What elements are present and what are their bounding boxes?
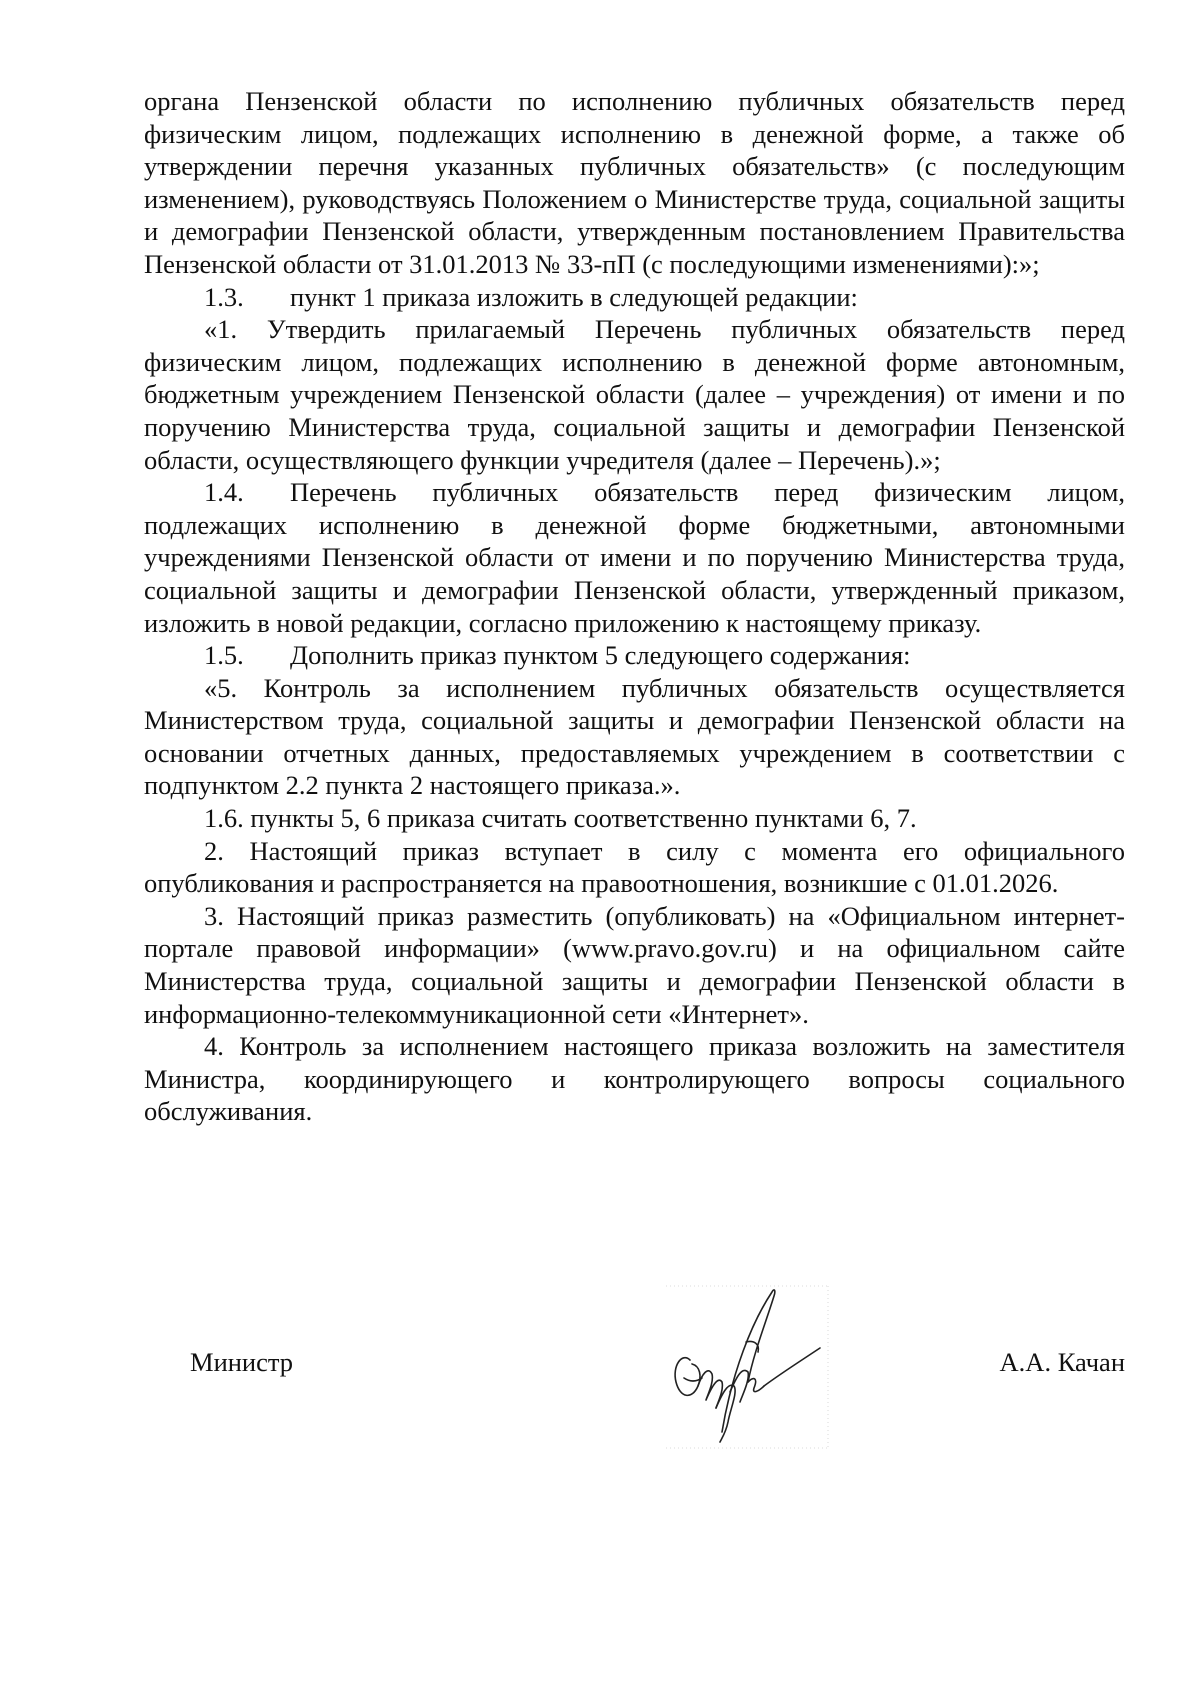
paragraph-quote-item-5: «5. Контроль за исполнением публичных обязательств осуществляется Министерством труда, социальной защиты и демографии Пензенской области на основании отчетных данных, предоставляемых учреждением в соответствии с подпунктом 2.2 пункта 2 настоящего приказа.». bbox=[144, 672, 1125, 801]
signatory-title: Министр bbox=[190, 1347, 294, 1377]
paragraph-1-3-text: пункт 1 приказа изложить в следующей редакции: bbox=[290, 281, 858, 312]
item-number-1-4: 1.4. bbox=[204, 477, 244, 508]
paragraph-3: 3. Настоящий приказ разместить (опубликовать) на «Официальном интернет-портале правовой информации» (www.pravo.gov.ru) и на официальном сайте Министерства труда, социальной защиты и демографии Пензенской области в информационно-телекоммуникационной сети «Интернет». bbox=[144, 900, 1125, 1029]
item-number-1-5: 1.5. bbox=[204, 640, 244, 671]
paragraph-2: 2. Настоящий приказ вступает в силу с момента его официального опубликования и распространяется на правоотношения, возникшие с 01.01.2026. bbox=[144, 835, 1125, 899]
signatory-name: А.А. Качан bbox=[999, 1347, 1125, 1377]
paragraph-preamble-continuation: органа Пензенской области по исполнению публичных обязательств перед физическим лицом, подлежащих исполнению в денежной форме, а также об утверждении перечня указанных публичных обязательств» (с последующим изменением), руководствуясь Положением о Министерстве труда, социальной защиты и демографии Пензенской области, утвержденным постановлением Правительства Пензенской области от 31.01.2013 № 33-пП (с последующими изменениями):»; bbox=[144, 86, 1125, 279]
paragraph-1-4 bbox=[144, 476, 1125, 639]
paragraph-1-5 bbox=[144, 639, 1125, 672]
document-body bbox=[144, 85, 1125, 1128]
paragraph-1-4-text: Перечень публичных обязательств перед физическим лицом, подлежащих исполнению в денежной форме бюджетными, автономными учреждениями Пензенской области от имени и по поручению Министерства труда, социальной защиты и демографии Пензенской области, утвержденный приказом, изложить в новой редакции, согласно приложению к настоящему приказу. bbox=[144, 477, 1125, 638]
handwritten-signature bbox=[662, 1282, 832, 1452]
paragraph-1-6: 1.6. пункты 5, 6 приказа считать соответственно пунктами 6, 7. bbox=[204, 803, 917, 834]
paragraph-quote-item-1: «1. Утвердить прилагаемый Перечень публичных обязательств перед физическим лицом, подлежащих исполнению в денежной форме автономным, бюджетным учреждением Пензенской области (далее – учреждения) от имени и по поручению Министерства труда, социальной защиты и демографии Пензенской области, осуществляющего функции учредителя (далее – Перечень).»; bbox=[144, 314, 1125, 475]
item-number-1-3: 1.3. bbox=[204, 281, 244, 312]
paragraph-1-3 bbox=[144, 281, 1125, 314]
signature-block bbox=[144, 1282, 1125, 1442]
paragraph-4: 4. Контроль за исполнением настоящего приказа возложить на заместителя Министра, координирующего и контролирующего вопросы социального обслуживания. bbox=[144, 1031, 1125, 1127]
paragraph-1-5-text: Дополнить приказ пунктом 5 следующего содержания: bbox=[290, 640, 911, 671]
